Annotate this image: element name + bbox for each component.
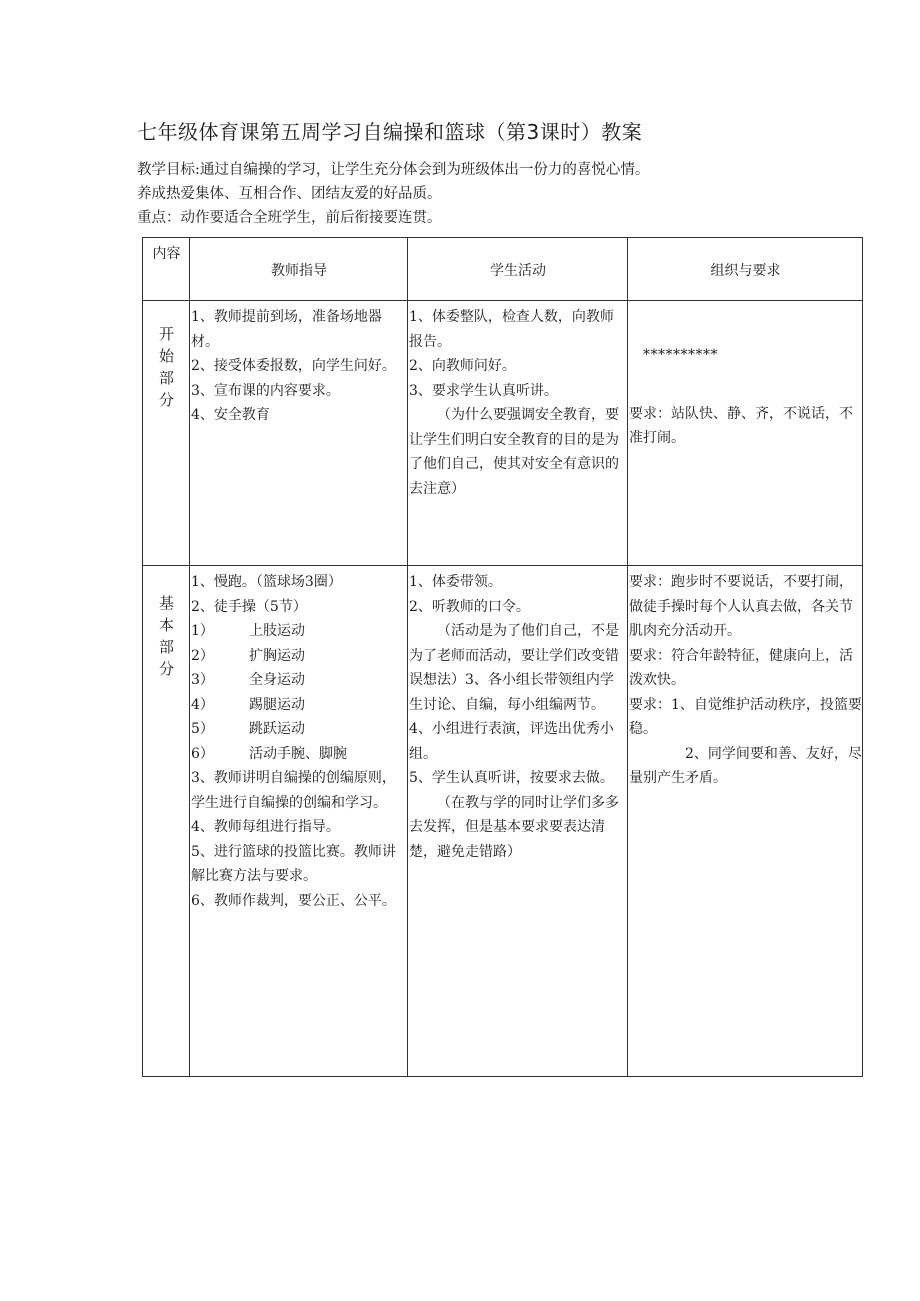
teaching-goal-continued: 养成热爱集体、互相合作、团结友爱的好品质。 <box>137 186 442 202</box>
header-teacher: 教师指导 <box>190 238 408 301</box>
exercise-item: 5） 跳跃运动 <box>191 721 305 737</box>
list-item: 6、教师作裁判，要公正、公平。 <box>191 892 396 909</box>
table-row-start <box>143 301 863 566</box>
list-item: 3、宣布课的内容要求。 <box>191 382 340 399</box>
list-item: 2、听教师的口令。 <box>409 598 530 615</box>
list-item: 4、教师每组进行指导。 <box>191 819 340 835</box>
list-item: 3、教师讲明自编操的创编原则，学生进行自编操的创编和学习。 <box>191 770 396 811</box>
exercise-item: 2） 扩胸运动 <box>191 647 305 664</box>
start-students-cell <box>408 301 628 566</box>
exercise-item: 6） 活动手腕、脚腕 <box>191 745 347 762</box>
list-item: （活动是为了他们自己，不是为了老师而活动，要让学们改变错误想法）3、各小组长带领组内学生讨论、自编，每小组编两节。 <box>409 623 619 713</box>
list-item: 4、小组进行表演，评选出优秀小组。 <box>409 721 614 762</box>
list-item: 2、同学间要和善、友好，尽量别产生矛盾。 <box>629 745 862 786</box>
list-item: （为什么要强调安全教育，要让学生们明白安全教育的目的是为了他们自己，使其对安全有意识的去注意） <box>409 407 619 497</box>
list-item: （在教与学的同时让学们多多去发挥，但是基本要求要表达清楚，避免走错路） <box>409 794 619 860</box>
list-item: 1、体委带领。 <box>409 574 502 590</box>
list-item: 要求：1、自觉维护活动秩序，投篮要稳。 <box>629 696 862 737</box>
list-item: 要求：符合年龄特征，健康向上，活泼欢快。 <box>629 647 853 688</box>
table-row-basic <box>143 566 863 1077</box>
list-item: 2、接受体委报数，向学生问好。 <box>191 358 396 374</box>
list-item: 1、教师提前到场，准备场地器材。 <box>191 309 382 350</box>
list-item: 2、徒手操（5节） <box>191 598 307 615</box>
start-organization-cell <box>628 301 863 566</box>
list-item: 3、要求学生认真听讲。 <box>409 382 558 399</box>
document-title: 七年级体育课第五周学习自编操和篮球（第3课时）教案 <box>137 120 643 144</box>
list-item: 5、学生认真听讲，按要求去做。 <box>409 770 614 786</box>
list-item: 5、进行篮球的投篮比赛。教师讲解比赛方法与要求。 <box>191 843 396 884</box>
key-point: 重点：动作要适合全班学生，前后衔接要连贯。 <box>137 210 442 226</box>
basic-teacher-cell <box>190 566 408 1077</box>
section-label-basic: 基本部分 <box>143 566 190 1077</box>
table-header-row <box>143 238 863 301</box>
exercise-item: 3） 全身运动 <box>191 672 305 688</box>
section-label-start: 开始部分 <box>143 301 190 566</box>
intro-block <box>137 158 649 230</box>
header-organization: 组织与要求 <box>628 238 863 301</box>
start-teacher-cell <box>190 301 408 566</box>
exercise-item: 1） 上肢运动 <box>191 623 305 639</box>
header-content: 内容 <box>143 238 190 301</box>
basic-students-cell <box>408 566 628 1077</box>
header-students: 学生活动 <box>408 238 628 301</box>
basic-organization-cell <box>628 566 863 1077</box>
lesson-plan-table <box>142 237 863 1077</box>
teaching-goal: 教学目标:通过自编操的学习，让学生充分体会到为班级体出一份力的喜悦心情。 <box>137 162 650 178</box>
list-item: 要求：站队快、静、齐，不说话，不准打闹。 <box>629 405 853 446</box>
list-item: 要求：跑步时不要说话，不要打闹，做徒手操时每个人认真去做，各关节肌肉充分活动开。 <box>629 574 853 639</box>
list-item: 1、体委整队，检查人数，向教师报告。 <box>409 309 614 350</box>
formation-stars: ********** <box>643 347 718 363</box>
exercise-item: 4） 踢腿运动 <box>191 696 305 713</box>
list-item: 4、安全教育 <box>191 407 270 423</box>
list-item: 2、向教师问好。 <box>409 358 516 374</box>
list-item: 1、慢跑。（篮球场3圈） <box>191 574 342 590</box>
